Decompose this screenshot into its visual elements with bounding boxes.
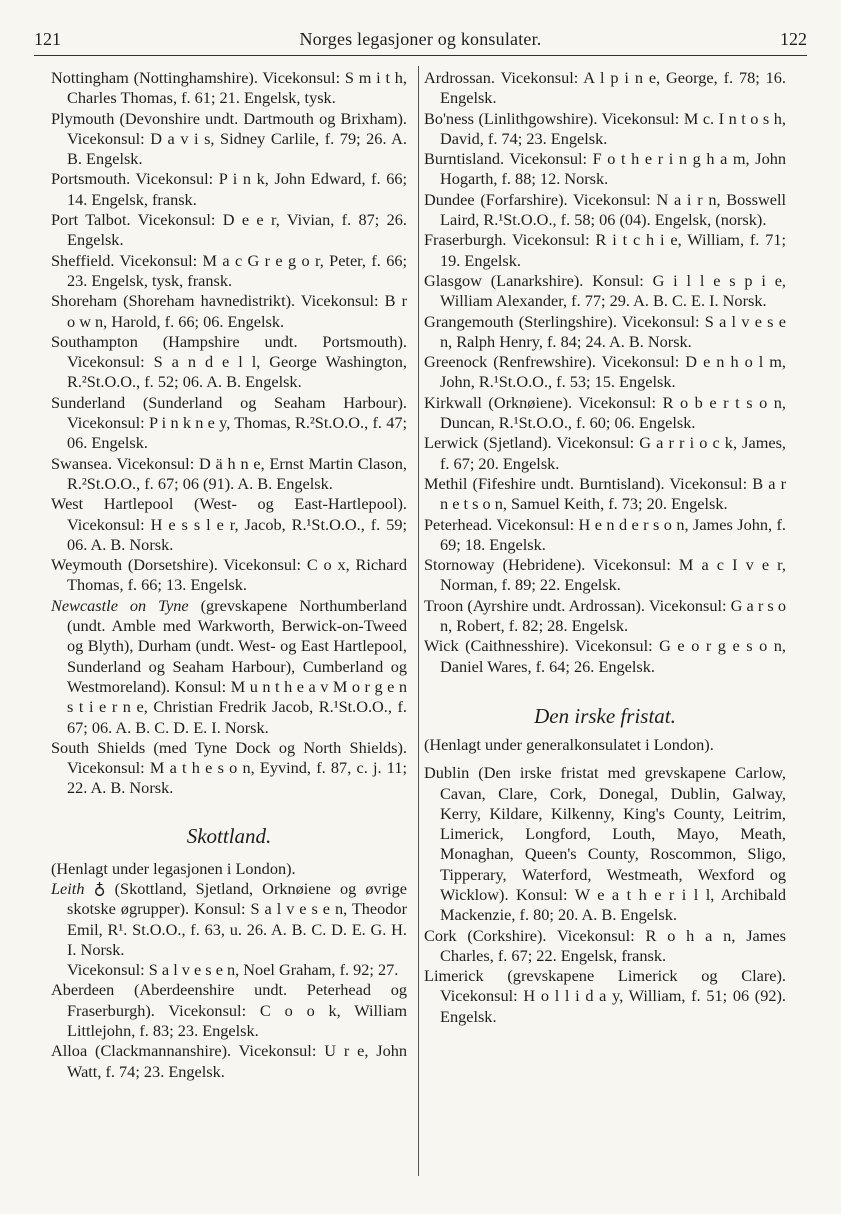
consulate-entry: Sunderland (Sunderland og Seaham Harbour). Vicekonsul: P i n k n e y, Thomas, R.²St.O.O., f. 47; 06. Engelsk. — [51, 392, 407, 453]
entry-text: (Skottland, Sjetland, Orknøiene og øvrige skotske øgrupper). Konsul: S a l v e s e n, Theodor Emil, R¹. St.O.O., f. 63, u. 26. A. B. C. D. E. G. H. I. Norsk. — [67, 878, 408, 959]
consulate-entry: Portsmouth. Vicekonsul: P i n k, John Edward, f. 66; 14. Engelsk, fransk. — [51, 169, 407, 209]
consulate-entry: Grangemouth (Sterlingshire). Vicekonsul: S a l v e s e n, Ralph Henry, f. 84; 24. A. B. Norsk. — [424, 311, 786, 351]
consulate-entry: Weymouth (Dorsetshire). Vicekonsul: C o x, Richard Thomas, f. 66; 13. Engelsk. — [51, 555, 407, 595]
consulate-entry: South Shields (med Tyne Dock og North Shields). Vicekonsul: M a t h e s o n, Eyvind, f. 87, c. j. 11; 22. A. B. Norsk. — [51, 737, 407, 798]
consulate-entry: Dundee (Forfarshire). Vicekonsul: N a i r n, Bosswell Laird, R.¹St.O.O., f. 58; 06 (04). Engelsk, (norsk). — [424, 189, 786, 230]
place-name-italic: Leith — [51, 878, 85, 898]
header-rule — [34, 55, 807, 56]
page-header — [34, 29, 807, 57]
consulate-general-icon: ♁ — [93, 878, 106, 898]
consulate-entry: Swansea. Vicekonsul: D ä h n e, Ernst Martin Clason, R.²St.O.O., f. 67; 06 (91). A. B. Engelsk. — [51, 453, 407, 493]
page-number-right: 122 — [780, 29, 807, 49]
right-column — [424, 68, 786, 1027]
consulate-entry: Bo'ness (Linlithgowshire). Vicekonsul: M c. I n t o s h, David, f. 74; 23. Engelsk. — [424, 108, 786, 148]
consulate-entry: Southampton (Hampshire undt. Portsmouth). Vicekonsul: S a n d e l l, George Washington, R.²St.O.O., f. 52; 06. A. B. Engelsk. — [51, 331, 407, 392]
consulate-entry: Greenock (Renfrewshire). Vicekonsul: D e n h o l m, John, R.¹St.O.O., f. 53; 15. Engelsk. — [424, 352, 786, 392]
consulate-entry: Plymouth (Devonshire undt. Dartmouth og Brixham). Vicekonsul: D a v i s, Sidney Carlile, f. 79; 26. A. B. Engelsk. — [51, 108, 407, 169]
consulate-entry: West Hartlepool (West- og East-Hartlepool). Vicekonsul: H e s s l e r, Jacob, R.¹St.O.O., f. 59; 06. A. B. Norsk. — [51, 494, 407, 554]
vicekonsul-line: Vicekonsul: S a l v e s e n, Noel Graham, f. 92; 27. — [67, 960, 399, 980]
running-title: Norges legasjoner og konsulater. — [299, 29, 542, 49]
section-note: (Henlagt under generalkonsulatet i London). — [424, 734, 714, 754]
consulate-entry-newcastle — [51, 596, 407, 738]
consulate-entry: Cork (Corkshire). Vicekonsul: R o h a n, James Charles, f. 67; 22. Engelsk, fransk. — [424, 925, 786, 965]
entry-text: (grevskapene Northumberland (undt. Amble med Warkworth, Berwick-on-Tweed og Blyth), Durham (undt. West- og East Hartlepool, Sunderland og Seaham Harbour), Cumberland og Westmoreland). Konsul: M u n t h e a v M o r g e n s t i e r n e, Christian Fredrik Jacob, R.¹St.O.O., f. 67; 06. A. B. C. D. E. I. Norsk. — [67, 595, 407, 737]
consulate-entry: Kirkwall (Orknøiene). Vicekonsul: R o b e r t s o n, Duncan, R.¹St.O.O., f. 60; 06. Engelsk. — [424, 392, 786, 433]
consulate-entry: Burntisland. Vicekonsul: F o t h e r i n g h a m, John Hogarth, f. 88; 12. Norsk. — [424, 149, 786, 189]
consulate-entry: Limerick (grevskapene Limerick og Clare). Vicekonsul: H o l l i d a y, William, f. 51; 06 (92). Engelsk. — [424, 966, 786, 1026]
consulate-entry: Methil (Fifeshire undt. Burntisland). Vicekonsul: B a r n e t s o n, Samuel Keith, f. 73; 20. Engelsk. — [424, 473, 786, 514]
column-divider — [418, 66, 419, 1176]
section-note: (Henlagt under legasjonen i London). — [51, 858, 296, 878]
consulate-entry: Sheffield. Vicekonsul: M a c G r e g o r, Peter, f. 66; 23. Engelsk, tysk, fransk. — [51, 250, 407, 290]
consulate-entry: Peterhead. Vicekonsul: H e n d e r s o n, James John, f. 69; 18. Engelsk. — [424, 514, 786, 554]
consulate-entry: Stornoway (Hebridene). Vicekonsul: M a c I v e r, Norman, f. 89; 22. Engelsk. — [424, 555, 786, 595]
consulate-entry: Alloa (Clackmannanshire). Vicekonsul: U r e, John Watt, f. 74; 23. Engelsk. — [51, 1041, 407, 1081]
consulate-entry-leith — [51, 879, 407, 960]
consulate-entry: Dublin (Den irske fristat med grevskapene Carlow, Cavan, Clare, Cork, Donegal, Dublin, Galway, Kerry, Kildare, Kilkenny, King's County, Leitrim, Limerick, Longford, Louth, Mayo, Meath, Monaghan, Queen's County, Roscommon, Sligo, Tipperary, Waterford, Westmeath, Wexford og Wicklow). Konsul: W e a t h e r i l l, Archibald Mackenzie, f. 80; 20. A. B. Engelsk. — [424, 763, 786, 925]
consulate-entry: Glasgow (Lanarkshire). Konsul: G i l l e s p i e, William Alexander, f. 77; 29. A. B. C. E. I. Norsk. — [424, 270, 786, 311]
section-heading-ireland: Den irske fristat. — [534, 703, 676, 728]
consulate-entry: Aberdeen (Aberdeenshire undt. Peterhead og Fraserburgh). Vicekonsul: C o o k, William Littlejohn, f. 83; 23. Engelsk. — [51, 980, 407, 1041]
consulate-entry: Troon (Ayrshire undt. Ardrossan). Vicekonsul: G a r s o n, Robert, f. 82; 28. Engelsk. — [424, 595, 786, 636]
page-number-left: 121 — [34, 29, 61, 49]
consulate-entry: Port Talbot. Vicekonsul: D e e r, Vivian, f. 87; 26. Engelsk. — [51, 210, 407, 250]
consulate-entry: Fraserburgh. Vicekonsul: R i t c h i e, William, f. 71; 19. Engelsk. — [424, 230, 786, 270]
consulate-entry: Lerwick (Sjetland). Vicekonsul: G a r r i o c k, James, f. 67; 20. Engelsk. — [424, 433, 786, 473]
consulate-entry: Nottingham (Nottinghamshire). Vicekonsul: S m i t h, Charles Thomas, f. 61; 21. Engelsk, tysk. — [51, 68, 407, 108]
place-name-italic: Newcastle on Tyne — [51, 595, 189, 615]
left-column — [51, 68, 407, 1082]
consulate-entry: Ardrossan. Vicekonsul: A l p i n e, George, f. 78; 16. Engelsk. — [424, 68, 786, 108]
consulate-entry: Wick (Caithnesshire). Vicekonsul: G e o r g e s o n, Daniel Wares, f. 64; 26. Engelsk. — [424, 636, 786, 676]
consulate-entry: Shoreham (Shoreham havnedistrikt). Vicekonsul: B r o w n, Harold, f. 66; 06. Engelsk. — [51, 291, 407, 331]
section-heading-scotland: Skottland. — [186, 823, 272, 848]
